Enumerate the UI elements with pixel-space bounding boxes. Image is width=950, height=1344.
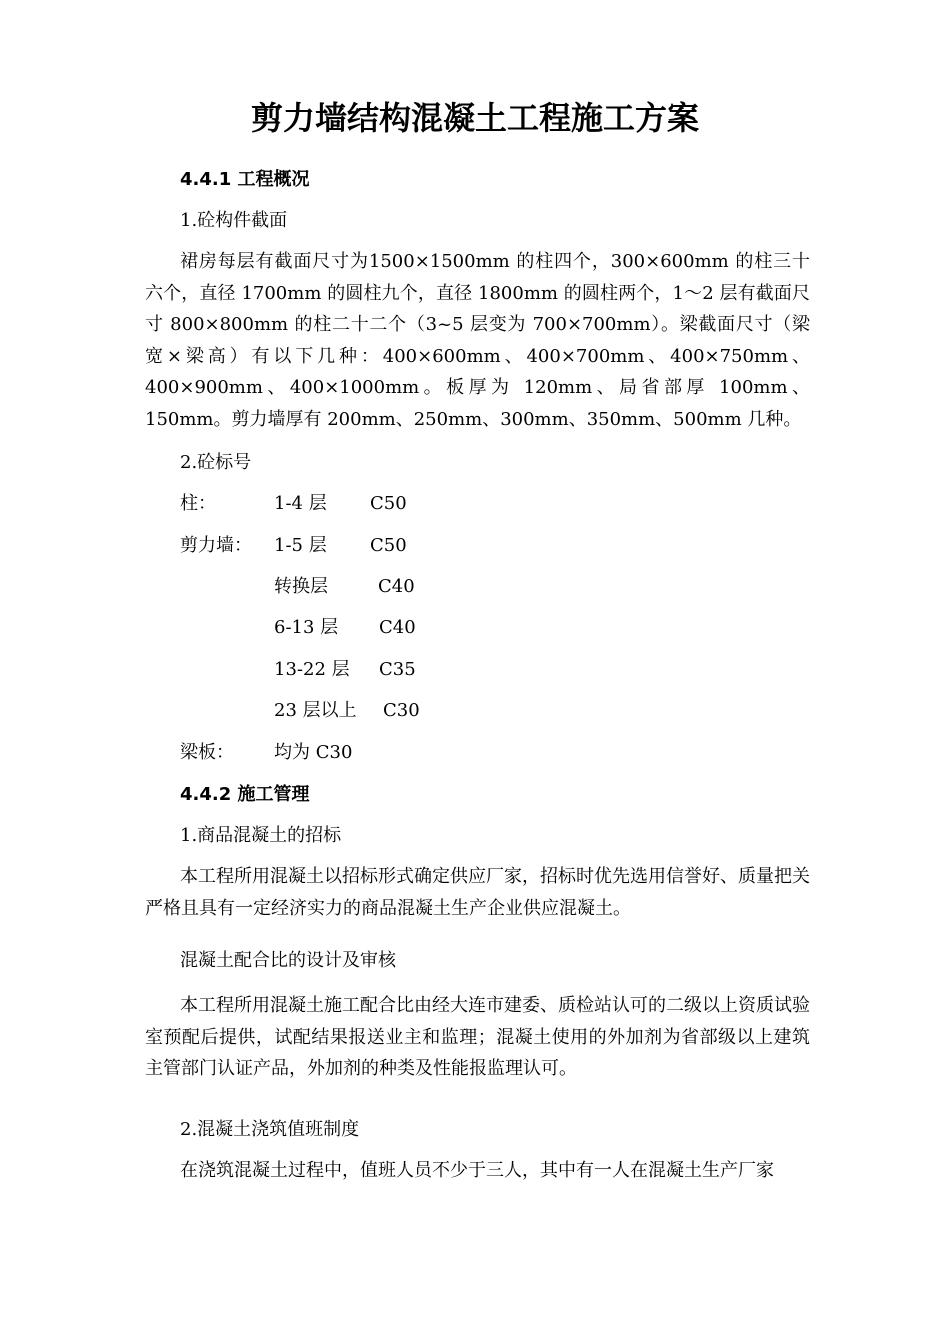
grade-member-label: 剪力墙： [180, 535, 252, 556]
subheading-duty-system: 2.混凝土浇筑值班制度 [180, 1119, 360, 1140]
paragraph-mix-design: 本工程所用混凝土施工配合比由经大连市建委、质检站认可的二级以上资质试验室预配后提供，试配结果报送业主和监理；混凝土使用的外加剂为省部级以上建筑主管部门认证产品，外加剂的种类及性能报监理认可。 [145, 995, 810, 1079]
grade-row [180, 615, 480, 641]
grade-floor: 1-4 层 [274, 493, 327, 514]
subheading-tendering: 1.商品混凝土的招标 [180, 825, 342, 846]
subheading-mix-design: 混凝土配合比的设计及审核 [180, 950, 396, 971]
grade-value: C50 [370, 535, 407, 556]
grade-floor: 6-13 层 [274, 617, 339, 638]
grade-value: C35 [379, 659, 416, 680]
grade-row [180, 533, 480, 559]
subheading-concrete-grades: 2.砼标号 [180, 452, 252, 473]
paragraph-tendering: 本工程所用混凝土以招标形式确定供应厂家，招标时优先选用信誉好、质量把关严格且具有一定经济实力的商品混凝土生产企业供应混凝土。 [145, 866, 810, 919]
grade-row [180, 574, 480, 600]
paragraph-duty-system: 在浇筑混凝土过程中，值班人员不少于三人，其中有一人在混凝土生产厂家 [180, 1160, 774, 1181]
section-heading-4-4-2: 4.4.2 施工管理 [180, 784, 310, 805]
grade-row [180, 491, 480, 517]
section-heading-4-4-1: 4.4.1 工程概况 [180, 169, 310, 190]
grade-value: C50 [370, 493, 407, 514]
grade-row [180, 740, 480, 766]
grade-floor: 转换层 [274, 576, 328, 597]
paragraph-member-sections: 裙房每层有截面尺寸为1500×1500mm 的柱四个，300×600mm 的柱三十六个，直径 1700mm 的圆柱九个，直径 1800mm 的圆柱两个，1～2 层有截面尺寸 800×800mm 的柱二十二个（3~5 层变为 700×700mm）。梁截面尺寸（梁宽×梁高）有以下几种：400×600mm、400×700mm、400×750mm、400×900mm、400×1000mm。板厚为 120mm、局省部厚 100mm、150mm。剪力墙厚有 200mm、250mm、300mm、350mm、500mm 几种。 [145, 251, 810, 430]
grade-row [180, 657, 480, 683]
grade-value: C30 [383, 700, 420, 721]
grade-member-label: 柱： [180, 493, 216, 514]
grade-floor: 23 层以上 [274, 700, 357, 721]
document-title: 剪力墙结构混凝土工程施工方案 [250, 99, 699, 137]
grade-value: C40 [378, 576, 415, 597]
subheading-member-sections: 1.砼构件截面 [180, 210, 288, 231]
grade-row [180, 698, 480, 724]
grade-floor: 13-22 层 [274, 659, 350, 680]
grade-floor: 1-5 层 [274, 535, 327, 556]
grade-floor: 均为 C30 [274, 742, 353, 763]
grade-value: C40 [379, 617, 416, 638]
grade-member-label: 梁板： [180, 742, 234, 763]
